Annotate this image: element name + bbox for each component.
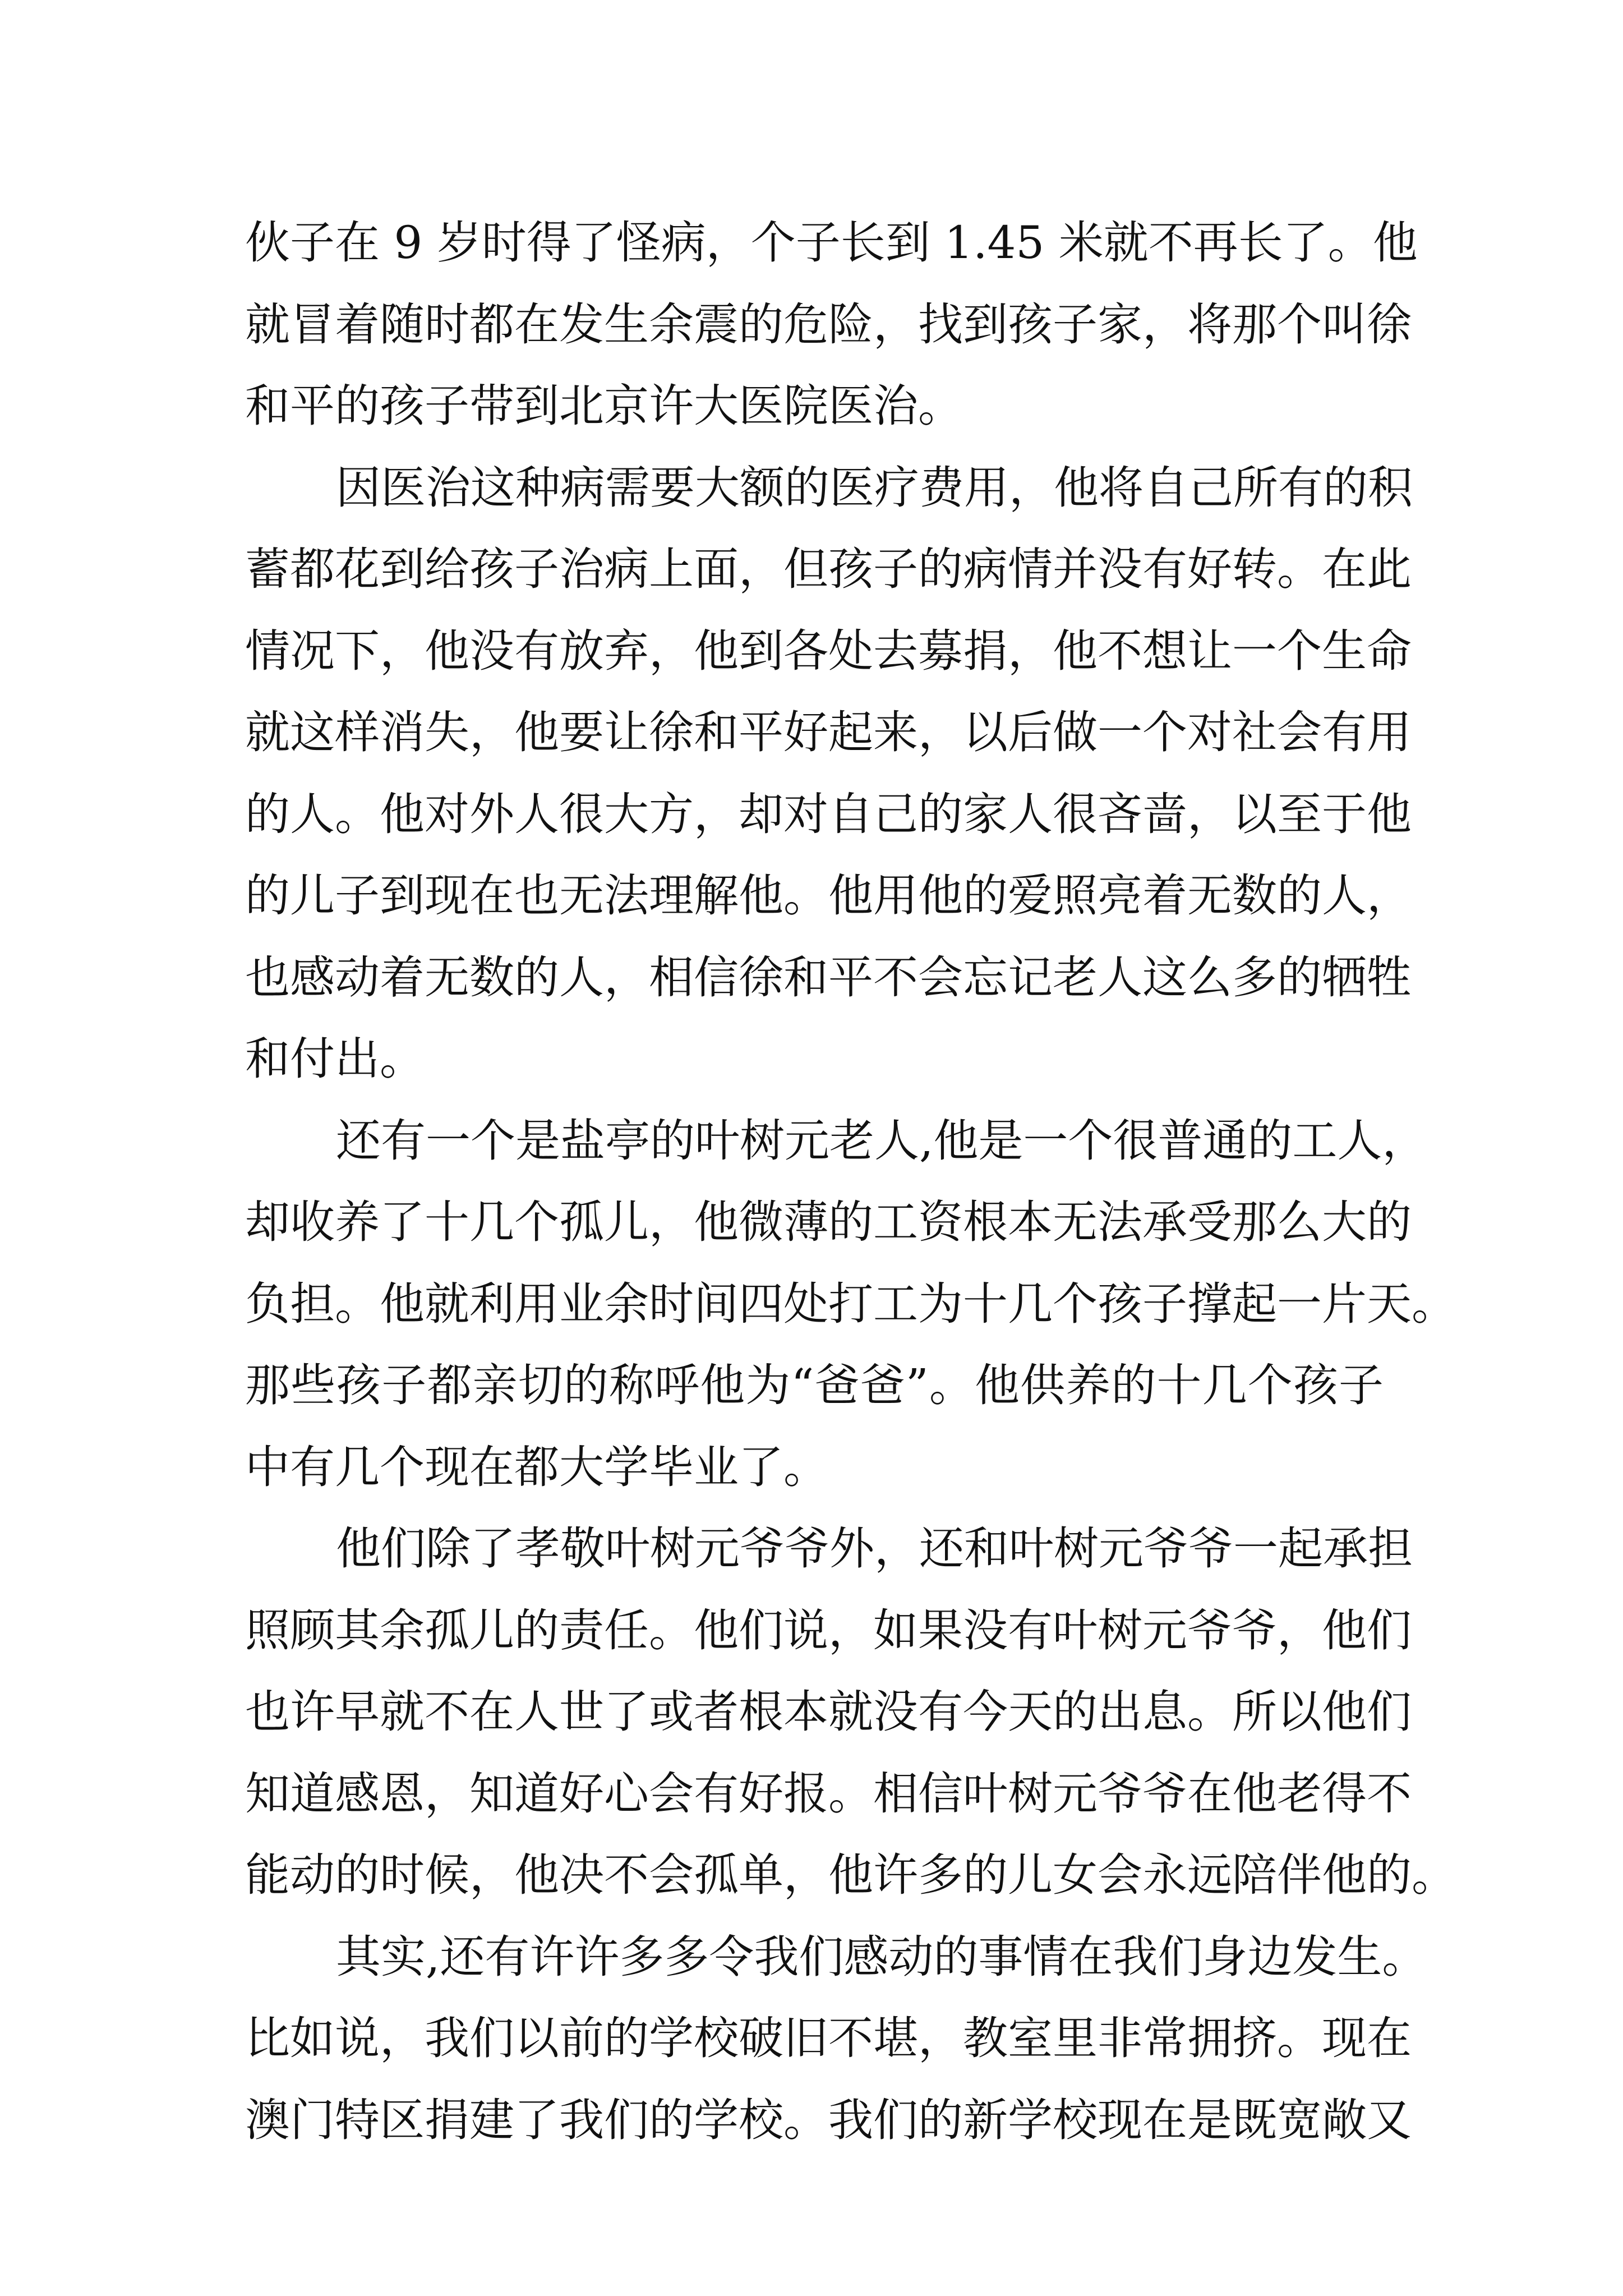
paragraph-1: [245, 202, 1418, 447]
paragraph-3: [245, 1100, 1456, 1508]
text-line: 蓄都花到给孩子治病上面，但孩子的病情并没有好转。在此: [245, 543, 1412, 595]
text-line: 就这样消失，他要让徐和平好起来，以后做一个对社会有用: [245, 706, 1412, 758]
paragraph-4: [245, 1508, 1456, 1916]
document-body: [245, 202, 1456, 2161]
text-line: 的儿子到现在也无法理解他。他用他的爱照亮着无数的人，: [245, 869, 1412, 922]
text-line: 因医治这种病需要大额的医疗费用，他将自己所有的积: [336, 461, 1413, 514]
text-line: 和付出。: [245, 1033, 425, 1085]
text-line: 情况下，他没有放弃，他到各处去募捐，他不想让一个生命: [245, 624, 1412, 677]
text-line: 中有几个现在都大学毕业了。: [245, 1441, 828, 1493]
text-line: 能动的时候，他决不会孤单，他许多的儿女会永远陪伴他的。: [245, 1849, 1456, 1901]
paragraph-5: [245, 1916, 1427, 2161]
text-line: 其实,还有许许多多令我们感动的事情在我们身边发生。: [336, 1930, 1427, 1983]
text-line: 伙子在 9 岁时得了怪病，个子长到 1.45 米就不再长了。他: [245, 217, 1418, 269]
text-line: 和平的孩子带到北京许大医院医治。: [245, 380, 963, 432]
text-line: 还有一个是盐亭的叶树元老人,他是一个很普通的工人，: [336, 1114, 1427, 1167]
text-line: 却收养了十几个孤儿，他微薄的工资根本无法承受那么大的: [245, 1196, 1412, 1248]
text-line: 他们除了孝敬叶树元爷爷外，还和叶树元爷爷一起承担: [336, 1522, 1413, 1575]
text-line: 比如说，我们以前的学校破旧不堪，教室里非常拥挤。现在: [245, 2012, 1412, 2064]
text-line: 也感动着无数的人，相信徐和平不会忘记老人这么多的牺牲: [245, 951, 1412, 1004]
text-line: 的人。他对外人很大方，却对自己的家人很吝啬，以至于他: [245, 788, 1412, 840]
text-line: 照顾其余孤儿的责任。他们说，如果没有叶树元爷爷，他们: [245, 1604, 1412, 1657]
text-line: 那些孩子都亲切的称呼他为“爸爸”。他供养的十几个孩子: [245, 1359, 1384, 1411]
text-line: 知道感恩，知道好心会有好报。相信叶树元爷爷在他老得不: [245, 1767, 1412, 1820]
text-line: 澳门特区捐建了我们的学校。我们的新学校现在是既宽敞又: [245, 2093, 1412, 2146]
text-line: 负担。他就利用业余时间四处打工为十几个孩子撑起一片天。: [245, 1277, 1456, 1330]
paragraph-2: [245, 447, 1413, 1100]
text-line: 也许早就不在人世了或者根本就没有今天的出息。所以他们: [245, 1686, 1412, 1738]
text-line: 就冒着随时都在发生余震的危险，找到孩子家，将那个叫徐: [245, 298, 1412, 351]
